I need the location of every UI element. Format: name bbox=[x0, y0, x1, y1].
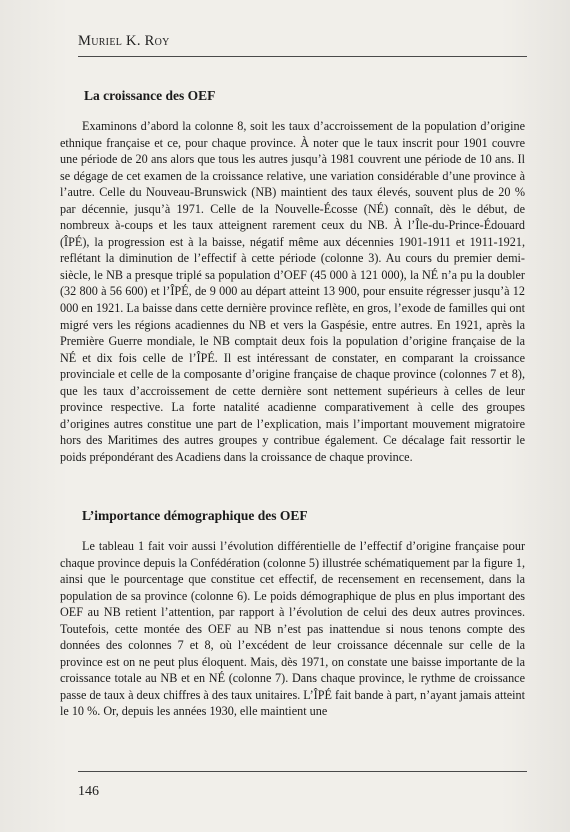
section-heading-croissance: La croissance des OEF bbox=[84, 88, 216, 103]
page-number: 146 bbox=[78, 784, 99, 799]
body-paragraph-croissance: Examinons d’abord la colonne 8, soit les taux d’accroissement de la population d’origine ethnique française et ce, pour chaque province. À noter que le taux inscrit pour 1901 couvre une période de 20 ans alors que tous les autres jusqu’à 1981 couvrent une période de 10 ans. Il se dégage de cet examen de la croissance relative, une variation considérable d’une province à l’autre. Celle du Nouveau-Brunswick (NB) maintient des taux élevés, souvent plus de 20 % par décennie, jusqu’à 1971. Celle de la Nouvelle-Écosse (NÉ) connaît, dès le début, de nombreux à-coups et les taux atteignent rarement ceux du NB. À l’Île-du-Prince-Édouard (ÎPÉ), la progression est à la baisse, négatif même aux décennies 1901-1911 et 1911-1921, reflétant la diminution de l’effectif à cette période (colonne 3). Au cours du premier demi-siècle, le NB a presque triplé sa population d’OEF (45 000 à 121 000), la NÉ n’a pu la doubler (32 800 à 56 600) et l’ÎPÉ, de 9 000 au départ atteint 13 900, pour ensuite régresser jusqu’à 12 000 en 1921. La baisse dans cette dernière province reflète, en gros, l’exode de familles qui ont migré vers les régions acadiennes du NB et vers la Gaspésie, entre autres. En 1921, après la Première Guerre mondiale, le NB comptait deux fois la population d’origine française de la NÉ et dix fois celle de l’ÎPÉ. Il est intéressant de constater, en comparant la croissance provinciale et celle de la composante d’origine française de chaque province (colonnes 7 et 8), que les taux d’accroissement de cette dernière sont nettement supérieurs à celles de leur province respective. La forte natalité acadienne comparativement à celle des groupes d’origines autres constitue une part de l’explication, mais l’important mouvement migratoire hors des Maritimes des autres groupes y contribue également. Ce décalage fait ressortir le poids prépondérant des Acadiens dans la croissance de chaque province. bbox=[60, 119, 525, 464]
header-rule bbox=[78, 56, 527, 57]
running-head: Muriel K. Roy bbox=[78, 33, 170, 49]
footer-rule bbox=[78, 771, 527, 772]
body-paragraph-importance: Le tableau 1 fait voir aussi l’évolution différentielle de l’effectif d’origine française pour chaque province depuis la Confédération (colonne 5) illustrée schématiquement par la figure 1, ainsi que le pourcentage que constitue cet effectif, de recensement en recensement, dans la population de sa province (colonne 6). Le poids démographique de plus en plus important des OEF au NB retient l’attention, par rapport à l’évolution de celui des deux autres provinces. Toutefois, cette montée des OEF au NB n’est pas inattendue si nous tenons compte des données des colonnes 7 et 8, où l’excédent de leur croissance décennale sur celle de la province est on ne peut plus éloquent. Mais, dès 1971, on constate une baisse importante de la croissance totale au NB et en NÉ (colonne 7). Dans chaque province, le rythme de croissance passe de taux à deux chiffres à des taux unitaires. L’ÎPÉ fait bande à part, n’ayant jamais atteint le 10 %. Or, depuis les années 1930, elle maintient une bbox=[60, 539, 525, 719]
section-heading-importance: L’importance démographique des OEF bbox=[82, 508, 308, 523]
